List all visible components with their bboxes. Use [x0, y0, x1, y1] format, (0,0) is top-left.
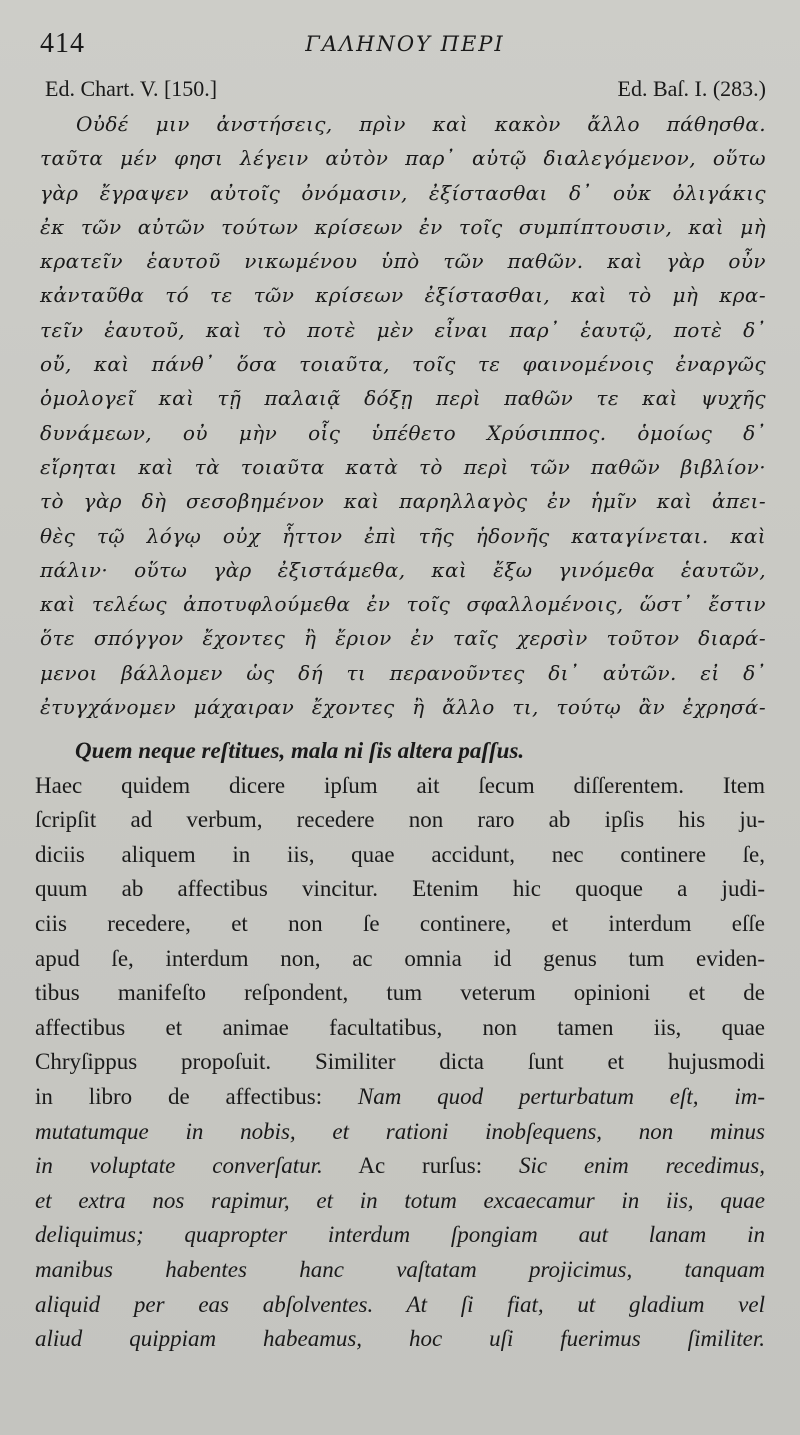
page-number: 414	[40, 28, 85, 59]
running-title: ΓΑΛΗΝΟΥ ΠΕΡΙ	[305, 32, 505, 56]
latin-text-line: diciis aliquem in iis, quae accidunt, nec continere ſe,	[35, 841, 765, 867]
latin-quotation-line: manibus habentes hanc vaſtatam projicimus, tanquam	[35, 1256, 765, 1282]
latin-quotation-line: mutatumque in nobis, et rationi inobſequens, non minus	[35, 1118, 765, 1144]
latin-text-line	[35, 1149, 765, 1184]
latin-roman-span: Ac rurſus:	[322, 1153, 519, 1179]
greek-text-line: ταῦτα μέν φησι λέγειν αὐτὸν παρ᾿ αὑτῷ διαλεγόμενον, οὕτω	[40, 146, 766, 171]
latin-text-line: affectibus et animae facultatibus, non tamen iis, quae	[35, 1014, 765, 1040]
greek-text-line: ἐκ τῶν αὐτῶν τούτων κρίσεων ἐν τοῖς συμπίπτουσιν, καὶ μὴ	[40, 214, 766, 239]
latin-quotation-line: et extra nos rapimur, et in totum excaecamur in iis, quae	[35, 1187, 765, 1213]
greek-text-line: μενοι βάλλομεν ὡς δή τι περανοῦντες δι᾿ αὐτῶν. εἰ δ᾿	[40, 660, 766, 685]
latin-quotation-span: in voluptate converſatur.	[35, 1153, 323, 1179]
page-header	[40, 28, 770, 62]
latin-text-line: ſcripſit ad verbum, recedere non raro ab ipſis his ju-	[35, 807, 765, 833]
latin-text-line: ciis recedere, et non ſe continere, et interdum eſſe	[35, 910, 765, 936]
latin-quotation-line: aliud quippiam habeamus, hoc uſi fuerimus ſimiliter.	[35, 1326, 765, 1352]
latin-verse-line: Quem neque reſtitues, mala ni ſis altera paſſus.	[75, 738, 525, 763]
edition-chart-reference: Ed. Chart. V. [150.]	[45, 76, 218, 101]
latin-text-line: apud ſe, interdum non, ac omnia id genus tum eviden-	[35, 945, 765, 971]
greek-text-line: γὰρ ἔγραψεν αὐτοῖς ὀνόμασιν, ἐξίστασθαι δ᾿ οὐκ ὀλιγάκις	[40, 180, 766, 205]
greek-text-line: δυνάμεων, οὐ μὴν οἷς ὑπέθετο Χρύσιππος. ὁμοίως δ᾿	[40, 420, 766, 445]
greek-text-line: θὲς τῷ λόγῳ οὐχ ἧττον ἐπὶ τῆς ἡδονῆς καταγίνεται. καὶ	[40, 523, 766, 548]
latin-translation-block	[35, 734, 765, 1357]
latin-quotation-line: aliquid per eas abſolventes. At ſi fiat, ut gladium vel	[35, 1291, 765, 1317]
greek-text-line: κρατεῖν ἑαυτοῦ νικωμένου ὑπὸ τῶν παθῶν. καὶ γὰρ οὖν	[40, 249, 766, 274]
latin-text-line: quum ab affectibus vincitur. Etenim hic quoque a judi-	[35, 876, 765, 902]
greek-text-line: καὶ τελέως ἀποτυφλούμεθα ἐν τοῖς σφαλλομένοις, ὥστ᾿ ἔστιν	[40, 592, 766, 617]
latin-text-line: Haec quidem dicere ipſum ait ſecum diſſerentem. Item	[35, 772, 765, 798]
latin-text-line	[35, 1080, 765, 1115]
edition-basel-reference: Ed. Baſ. I. (283.)	[617, 76, 766, 101]
greek-text-block	[40, 107, 766, 724]
greek-text-line: τὸ γὰρ δὴ σεσοβημένον καὶ παρηλλαγὸς ἐν ἡμῖν καὶ ἀπει-	[40, 489, 766, 514]
greek-text-line: οὔ, καὶ πάνθ᾿ ὅσα τοιαῦτα, τοῖς τε φαινομένοις ἐναργῶς	[40, 352, 766, 377]
greek-text-line: κἀνταῦθα τό τε τῶν κρίσεων ἐξίστασθαι, καὶ τὸ μὴ κρα-	[40, 283, 766, 308]
latin-text-line: tibus manifeſto reſpondent, tum veterum opinioni et de	[35, 980, 765, 1006]
greek-verse-line: Οὐδέ μιν ἀνστήσεις, πρὶν καὶ κακὸν ἄλλο πάθησθα.	[76, 112, 766, 136]
latin-text-line: Chryſippus propoſuit. Similiter dicta ſunt et hujusmodi	[35, 1049, 765, 1075]
latin-roman-span: in libro de affectibus:	[35, 1083, 358, 1109]
latin-quotation-span: Sic enim recedimus,	[519, 1153, 765, 1179]
greek-text-line: πάλιν· οὕτω γὰρ ἐξιστάμεθα, καὶ ἔξω γινόμεθα ἑαυτῶν,	[40, 557, 766, 582]
greek-text-line: ἐτυγχάνομεν μάχαιραν ἔχοντες ἢ ἄλλο τι, τούτῳ ἂν ἐχρησά-	[40, 695, 766, 720]
latin-quotation-line: deliquimus; quapropter interdum ſpongiam aut lanam in	[35, 1222, 765, 1248]
greek-text-line: τεῖν ἑαυτοῦ, καὶ τὸ ποτὲ μὲν εἶναι παρ᾿ ἑαυτῷ, ποτὲ δ᾿	[40, 317, 766, 342]
greek-text-line: εἴρηται καὶ τὰ τοιαῦτα κατὰ τὸ περὶ τῶν παθῶν βιβλίον·	[40, 454, 766, 479]
latin-quotation-span: Nam quod perturbatum eſt, im-	[357, 1083, 765, 1109]
edition-reference-line	[45, 76, 766, 104]
greek-text-line: ὁμολογεῖ καὶ τῇ παλαιᾷ δόξῃ περὶ παθῶν τε καὶ ψυχῆς	[40, 386, 766, 411]
greek-text-line: ὅτε σπόγγον ἔχοντες ἢ ἔριον ἐν ταῖς χερσὶν τοῦτον διαρά-	[40, 626, 766, 651]
